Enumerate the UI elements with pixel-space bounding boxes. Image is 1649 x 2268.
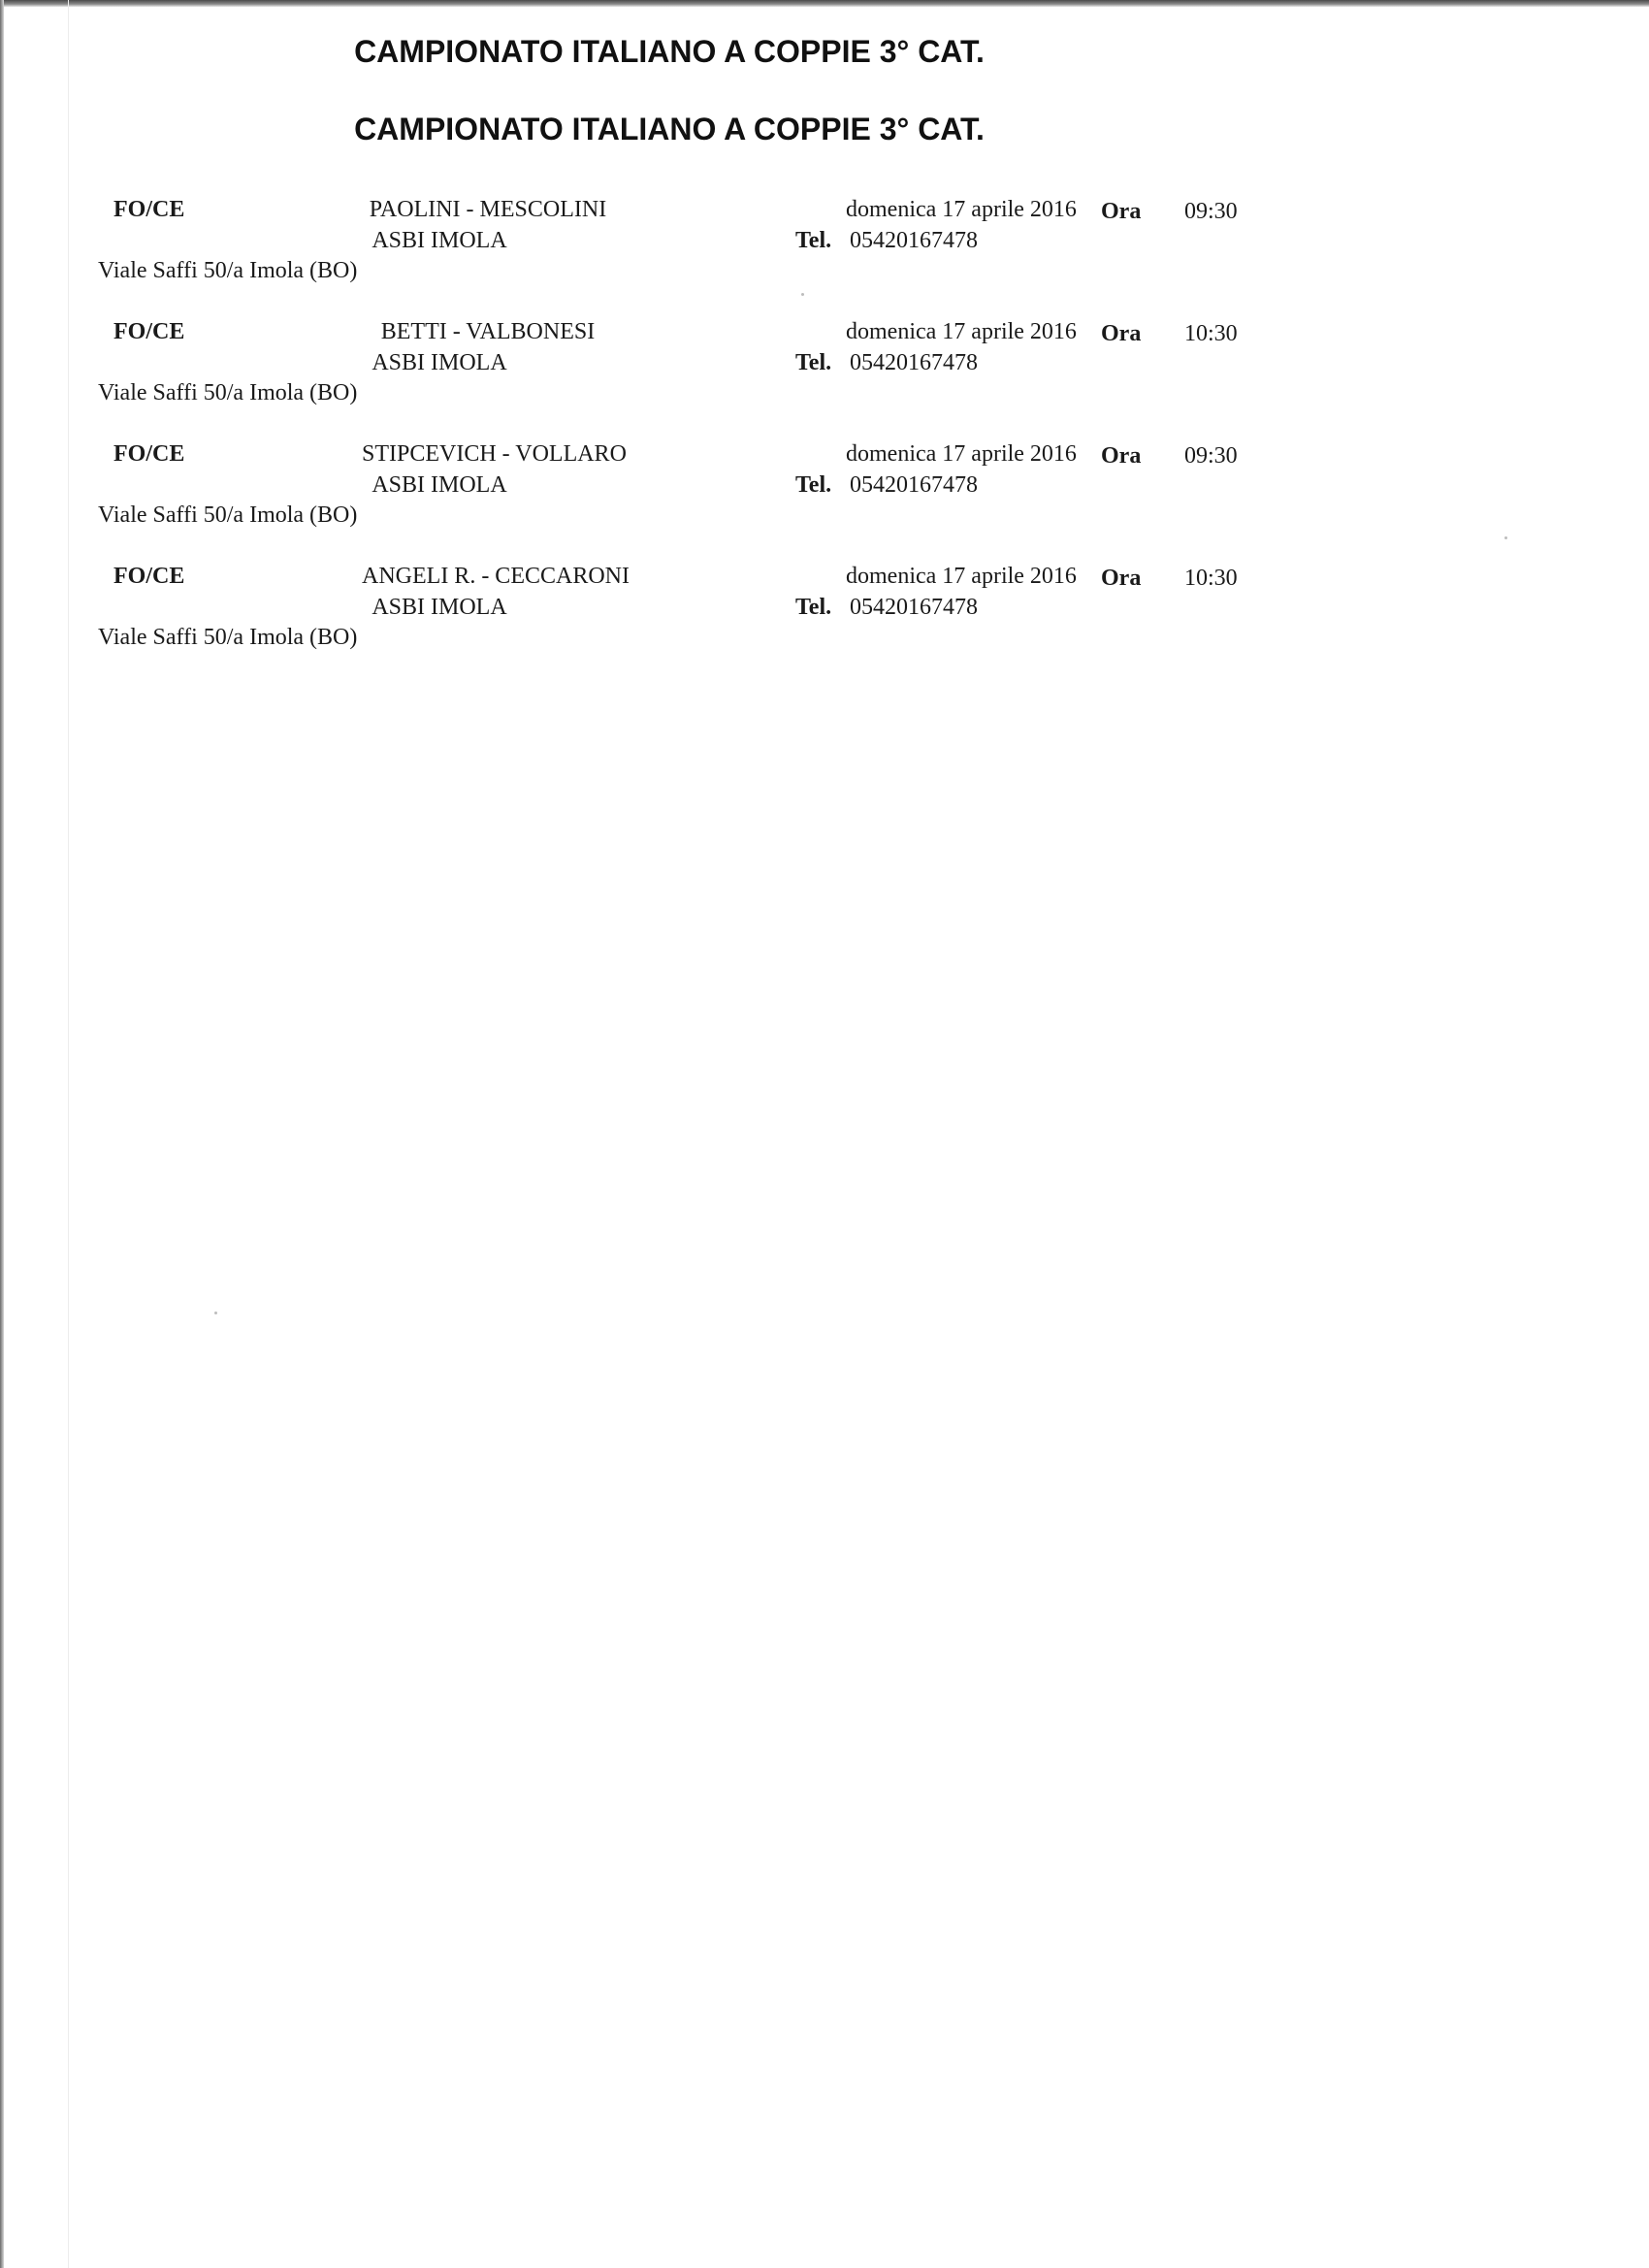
entry-tel-label: Tel.: [795, 595, 832, 620]
entry-date: domenica 17 aprile 2016: [846, 197, 1077, 222]
entry-club: ASBI IMOLA: [372, 472, 507, 498]
document-title: CAMPIONATO ITALIANO A COPPIE 3° CAT.: [354, 34, 985, 69]
scan-speck: [1504, 536, 1507, 539]
entry-address: Viale Saffi 50/a Imola (BO): [98, 258, 358, 283]
entry-address: Viale Saffi 50/a Imola (BO): [98, 380, 358, 405]
document-title-repeat: CAMPIONATO ITALIANO A COPPIE 3° CAT.: [354, 112, 985, 146]
entry-province: FO/CE: [113, 319, 185, 344]
entry-pair: STIPCEVICH - VOLLARO: [362, 441, 627, 467]
entry-ora-label: Ora: [1101, 443, 1142, 469]
entry-pair: ANGELI R. - CECCARONI: [362, 564, 630, 589]
schedule-entry: [0, 439, 1649, 566]
entry-time: 10:30: [1184, 566, 1238, 591]
schedule-entry: [0, 195, 1649, 321]
entry-time: 09:30: [1184, 443, 1238, 469]
entry-date: domenica 17 aprile 2016: [846, 319, 1077, 344]
entry-club: ASBI IMOLA: [372, 350, 507, 375]
entry-pair: PAOLINI - MESCOLINI: [369, 197, 607, 222]
entry-province: FO/CE: [113, 564, 185, 589]
entry-ora-label: Ora: [1101, 199, 1142, 224]
entry-pair: BETTI - VALBONESI: [380, 319, 596, 344]
entry-tel-label: Tel.: [795, 228, 832, 253]
entry-tel: 05420167478: [850, 228, 978, 253]
entry-ora-label: Ora: [1101, 566, 1142, 591]
entry-province: FO/CE: [113, 441, 185, 467]
entry-ora-label: Ora: [1101, 321, 1142, 346]
entry-tel-label: Tel.: [795, 350, 832, 375]
entry-tel: 05420167478: [850, 595, 978, 620]
schedule-entry: [0, 317, 1649, 443]
entry-date: domenica 17 aprile 2016: [846, 441, 1077, 467]
scan-speck: [214, 1312, 217, 1314]
entry-province: FO/CE: [113, 197, 185, 222]
entry-club: ASBI IMOLA: [372, 228, 507, 253]
entry-address: Viale Saffi 50/a Imola (BO): [98, 625, 358, 650]
entry-date: domenica 17 aprile 2016: [846, 564, 1077, 589]
schedule-entry: [0, 562, 1649, 688]
entry-tel: 05420167478: [850, 350, 978, 375]
entry-club: ASBI IMOLA: [372, 595, 507, 620]
entry-tel-label: Tel.: [795, 472, 832, 498]
entry-time: 09:30: [1184, 199, 1238, 224]
entry-address: Viale Saffi 50/a Imola (BO): [98, 502, 358, 528]
scan-speck: [801, 293, 804, 296]
entry-time: 10:30: [1184, 321, 1238, 346]
entry-tel: 05420167478: [850, 472, 978, 498]
scan-top-edge: [0, 0, 1649, 7]
